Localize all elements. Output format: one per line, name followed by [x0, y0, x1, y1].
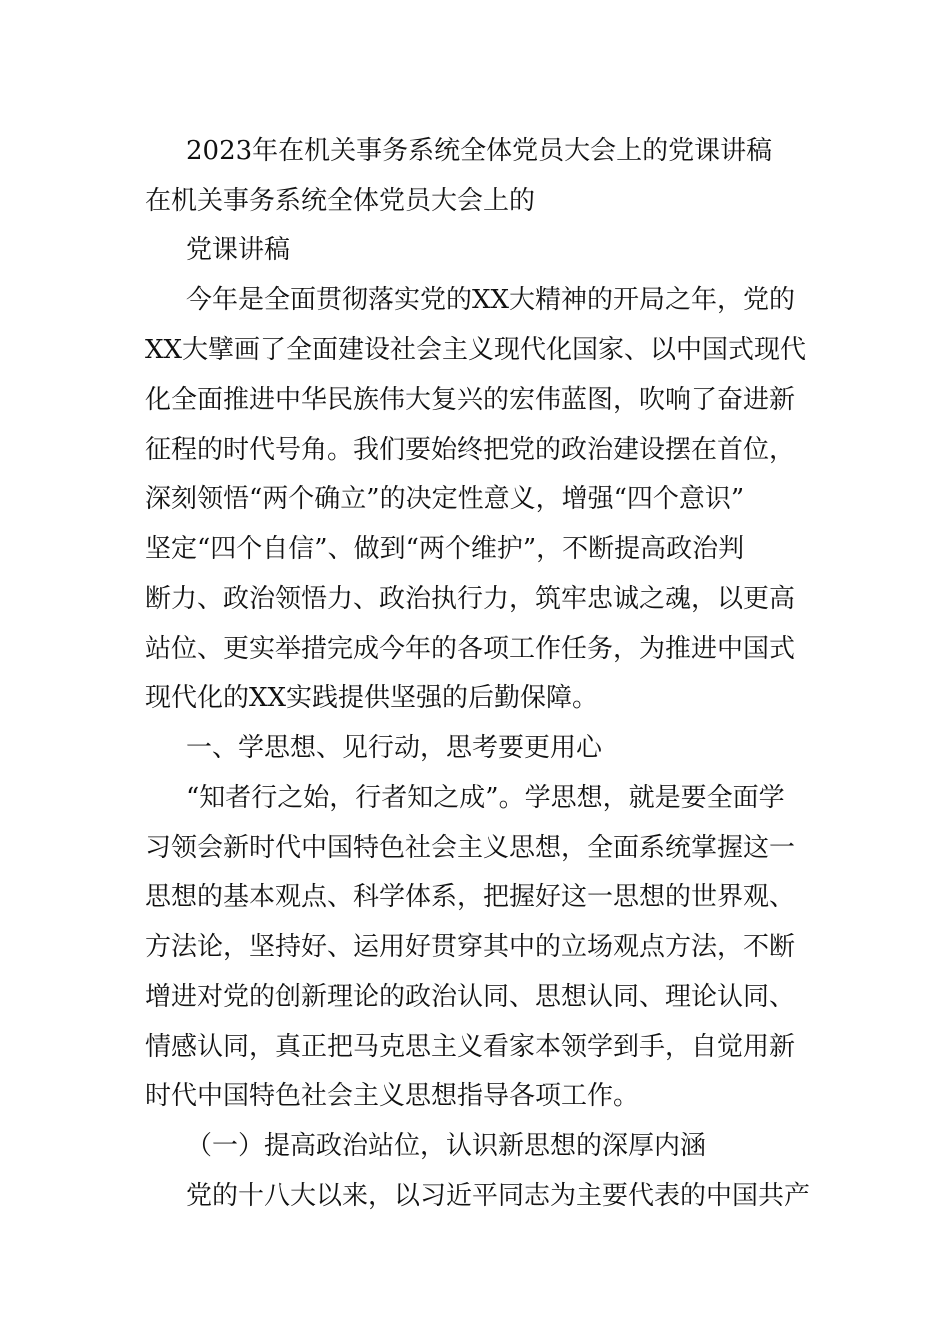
paragraph-2-line: 情感认同，真正把马克思主义看家本领学到手，自觉用新	[145, 1032, 796, 1062]
document-title: 2023年在机关事务系统全体党员大会上的党课讲稿	[186, 136, 773, 166]
subsection-heading-1: （一）提高政治站位，认识新思想的深厚内涵	[186, 1131, 707, 1161]
paragraph-2-line: 思想的基本观点、科学体系，把握好这一思想的世界观、	[145, 882, 796, 912]
subtitle-line-1: 在机关事务系统全体党员大会上的	[145, 186, 536, 216]
paragraph-2-line: 增进对党的创新理论的政治认同、思想认同、理论认同、	[145, 982, 796, 1012]
paragraph-1-line: 断力、政治领悟力、政治执行力，筑牢忠诚之魂，以更高	[145, 584, 796, 614]
paragraph-1-line: 征程的时代号角。我们要始终把党的政治建设摆在首位，	[145, 435, 796, 465]
paragraph-1-line: 站位、更实举措完成今年的各项工作任务，为推进中国式	[145, 634, 796, 664]
paragraph-3-line: 党的十八大以来，以习近平同志为主要代表的中国共产	[186, 1181, 811, 1211]
paragraph-2-line: “知者行之始，行者知之成”。学思想，就是要全面学	[186, 783, 785, 813]
paragraph-2-line: 时代中国特色社会主义思想指导各项工作。	[145, 1081, 640, 1111]
subtitle-line-2: 党课讲稿	[186, 235, 291, 265]
paragraph-1-line: 化全面推进中华民族伟大复兴的宏伟蓝图，吹响了奋进新	[145, 385, 796, 415]
paragraph-1-line: 现代化的XX实践提供坚强的后勤保障。	[145, 683, 599, 713]
paragraph-1-line: 坚定“四个自信”、做到“两个维护”，不断提高政治判	[145, 534, 745, 564]
paragraph-1-line: 今年是全面贯彻落实党的XX大精神的开局之年，党的	[186, 285, 796, 315]
paragraph-2-line: 方法论，坚持好、运用好贯穿其中的立场观点方法，不断	[145, 932, 796, 962]
paragraph-2-line: 习领会新时代中国特色社会主义思想，全面系统掌握这一	[145, 833, 796, 863]
paragraph-1-line: 深刻领悟“两个确立”的决定性意义，增强“四个意识”	[145, 484, 745, 514]
paragraph-1-line: XX大擘画了全面建设社会主义现代化国家、以中国式现代	[145, 335, 807, 365]
section-heading-1: 一、学思想、见行动，思考要更用心	[186, 733, 603, 763]
